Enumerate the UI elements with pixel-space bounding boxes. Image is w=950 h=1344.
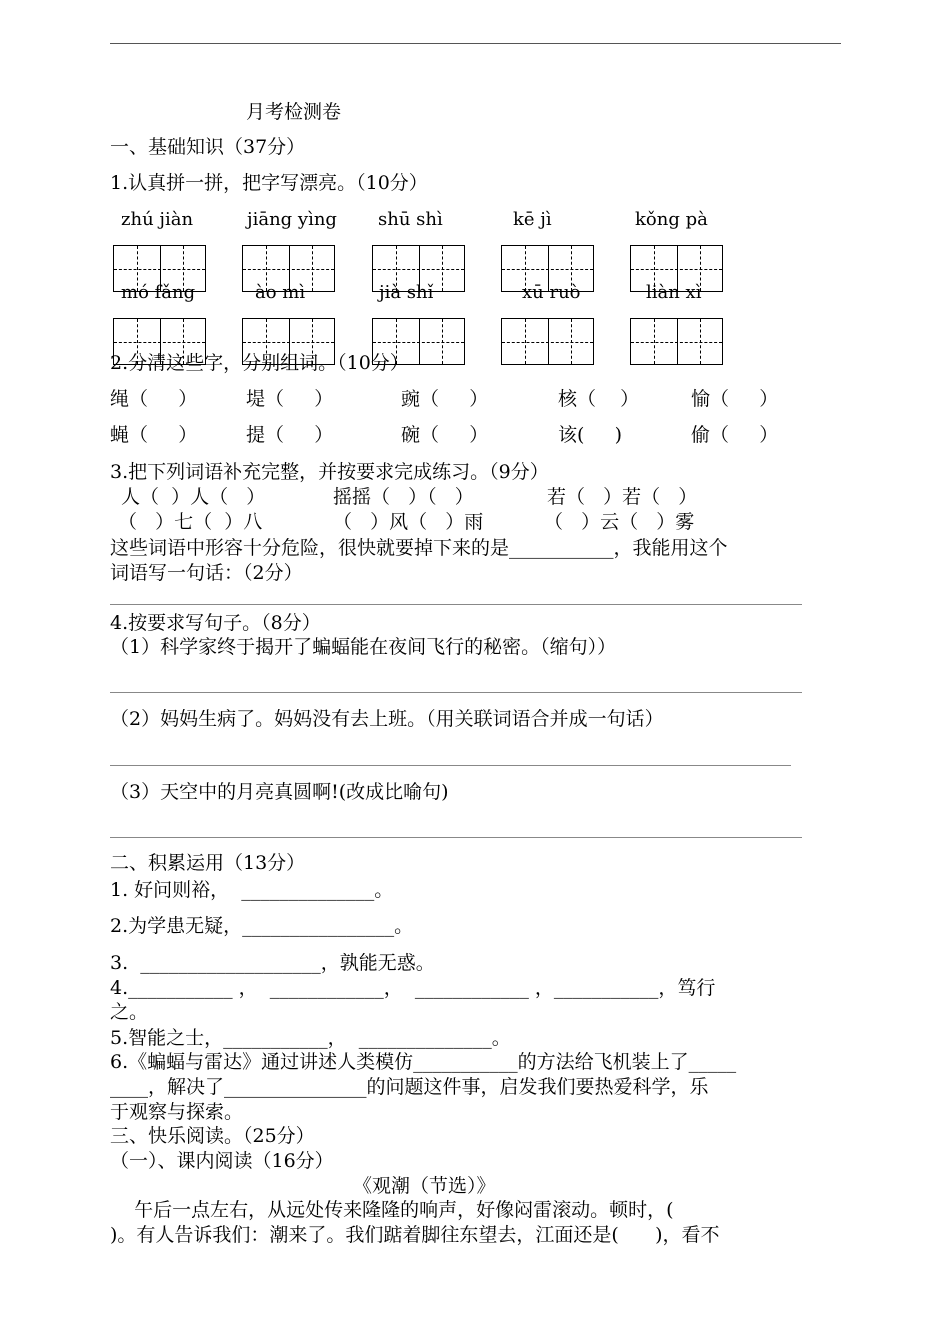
section3-heading: 三、快乐阅读。（25分）: [110, 1125, 315, 1147]
s2-item-5: 5.智能之士，___________， ______________。: [110, 1027, 511, 1049]
q3-row1-2: 摇摇（ ）（ ）: [333, 486, 474, 508]
q2-row1-2: 堤（ ）: [246, 388, 334, 410]
q3-row1-1: 人（ ）人（ ）: [121, 486, 266, 508]
q2-row1-5: 愉（ ）: [691, 388, 779, 410]
pinyin-2-3: jià shǐ: [379, 282, 434, 303]
s2-item-4-cont: 之。: [110, 1001, 149, 1023]
s2-item-6-cont: ____，解决了_______________的问题这件事，启发我们要热爱科学，乐: [110, 1076, 709, 1098]
pinyin-1-2: jiāng yìng: [247, 209, 337, 230]
q1-title: 1.认真拼一拼，把字写漂亮。（10分）: [110, 172, 428, 194]
pinyin-1-5: kǒng pà: [635, 209, 708, 230]
q2-row1-3: 豌（ ）: [401, 388, 489, 410]
q4-title: 4.按要求写句子。（8分）: [110, 612, 321, 634]
pinyin-1-3: shū shì: [378, 209, 443, 230]
q2-row2-5: 偷（ ）: [691, 424, 779, 446]
q3-line1: 这些词语中形容十分危险，很快就要掉下来的是___________，我能用这个: [110, 537, 728, 559]
q2-row2-1: 蝇（ ）: [110, 424, 198, 446]
q3-title: 3.把下列词语补充完整，并按要求完成练习。（9分）: [110, 461, 549, 483]
q2-row2-2: 提（ ）: [246, 424, 334, 446]
section1-heading: 一、基础知识（37分）: [110, 136, 306, 158]
pinyin-2-1: mó fǎng: [121, 282, 196, 303]
passage-line-1: 午后一点左右，从远处传来隆隆的响声，好像闷雷滚动。顿时，(: [110, 1199, 674, 1221]
q3-row2-3: （ ）云（ ）雾: [544, 511, 695, 533]
q4-item-3: （3）天空中的月亮真圆啊!(改成比喻句): [110, 781, 449, 803]
writing-grid[interactable]: [630, 318, 723, 365]
q2-title: 2.分清这些字，分别组词。（10分）: [110, 352, 409, 374]
s2-item-3: 3. ___________________，孰能无惑。: [110, 952, 435, 974]
s2-item-2: 2.为学患无疑，________________。: [110, 915, 414, 937]
q2-row1-4: 核（ ）: [558, 388, 640, 410]
pinyin-2-4: xū ruò: [522, 282, 581, 303]
passage-line-2: )。有人告诉我们：潮来了。我们踮着脚往东望去，江面还是( )，看不: [110, 1224, 720, 1246]
q4-item-2: （2）妈妈生病了。妈妈没有去上班。（用关联词语合并成一句话）: [110, 708, 664, 730]
q3-row1-3: 若（ ）若（ ）: [547, 486, 698, 508]
q2-row2-4: 该( ): [558, 424, 623, 446]
q4-item-1: （1）科学家终于揭开了蝙蝠能在夜间飞行的秘密。（缩句））: [110, 636, 617, 658]
q3-row2-1: （ ）七（ ）八: [118, 511, 263, 533]
answer-line[interactable]: [110, 604, 802, 605]
pinyin-2-5: liàn xì: [646, 282, 702, 303]
q2-row1-1: 绳（ ）: [110, 388, 198, 410]
s2-item-6-cont2: 于观察与探索。: [110, 1101, 244, 1123]
pinyin-1-4: kē jì: [513, 209, 552, 230]
s2-item-1: 1. 好问则裕， ______________。: [110, 879, 394, 901]
top-rule: [110, 43, 841, 44]
answer-line[interactable]: [110, 692, 802, 693]
q3-row2-2: （ ）风（ ）雨: [333, 511, 484, 533]
writing-grid[interactable]: [501, 318, 594, 365]
s3-sub1: （一）、课内阅读（16分）: [110, 1150, 334, 1172]
s2-item-6: 6.《蝙蝠与雷达》通过讲述人类模仿___________的方法给飞机装上了_____: [110, 1051, 737, 1073]
passage-title: 《观潮（节选）》: [353, 1175, 496, 1197]
pinyin-1-1: zhú jiàn: [121, 209, 194, 230]
q2-row2-3: 碗（ ）: [401, 424, 489, 446]
pinyin-2-2: ào mì: [255, 282, 306, 303]
s2-item-4: 4.___________ ， ____________， ____________ ，___________，笃行: [110, 977, 716, 999]
section2-heading: 二、积累运用（13分）: [110, 852, 306, 874]
answer-line[interactable]: [110, 765, 791, 766]
page-title: 月考检测卷: [246, 101, 342, 123]
q3-line2: 词语写一句话：（2分）: [110, 562, 303, 584]
answer-line[interactable]: [110, 837, 802, 838]
